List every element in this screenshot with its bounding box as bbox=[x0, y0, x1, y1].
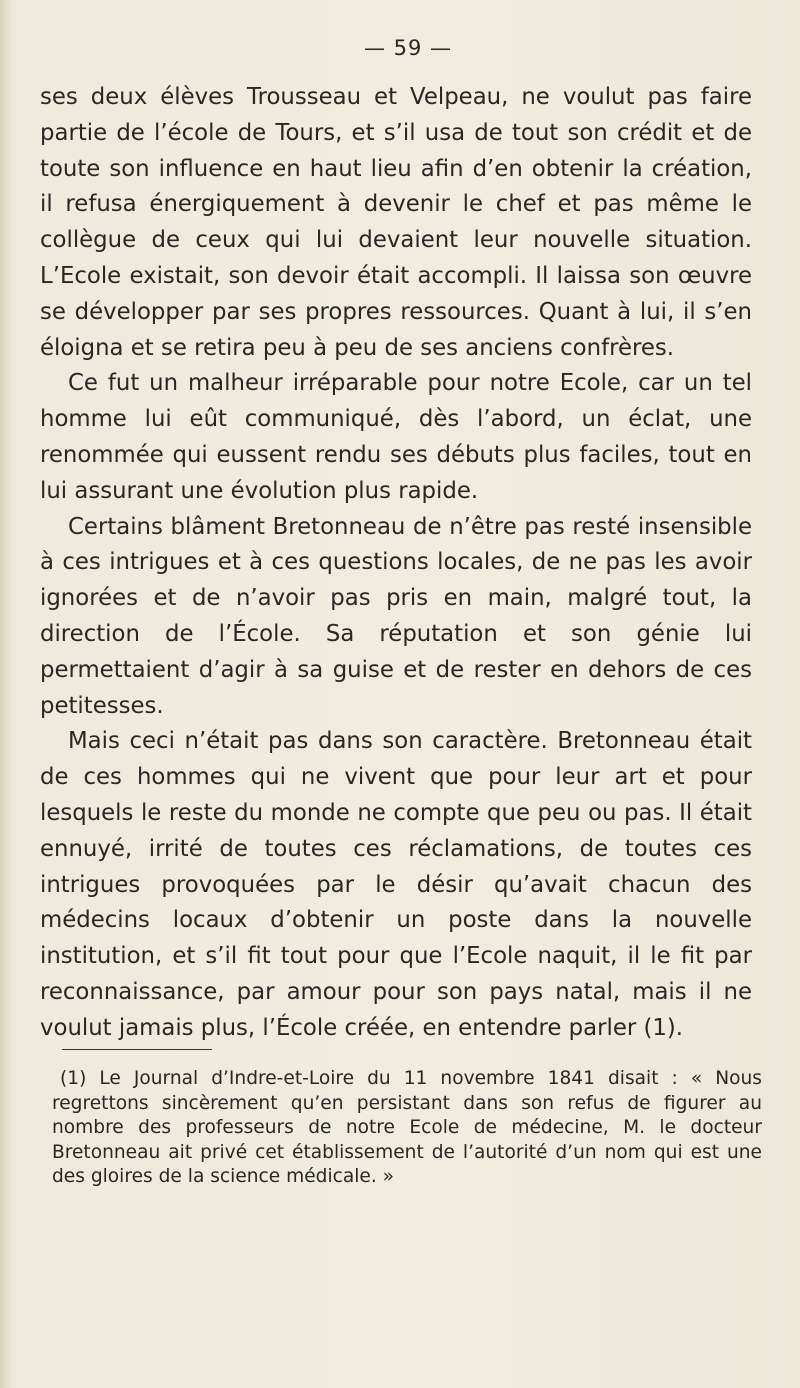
paragraph-3: Certains blâment Bretonneau de n’être pas resté insensible à ces intrigues et à ces questions locales, de ne pas les avoir ignorées et de n’avoir pas pris en main, malgré tout, la direction de l’École. Sa réputation et son génie lui permettaient d’agir à sa guise et de rester en dehors de ces petitesses. bbox=[40, 513, 752, 719]
body-text bbox=[40, 80, 752, 1047]
footnote-text: (1) Le Journal d’Indre-et-Loire du 11 novembre 1841 disait : « Nous regrettons sincèrement qu’en persistant dans son refus de figurer au nombre des professeurs de notre Ecole de médecine, M. le docteur Bretonneau ait privé cet établissement de l’autorité d’un nom qui est une des gloires de la science médicale. » bbox=[52, 1068, 762, 1187]
paragraph-2: Ce fut un malheur irréparable pour notre Ecole, car un tel homme lui eût communiqué, dès l’abord, un éclat, une renommée qui eussent rendu ses débuts plus faciles, tout en lui assurant une évolution plus rapide. bbox=[40, 370, 752, 504]
paragraph-1: ses deux élèves Trousseau et Velpeau, ne voulut pas faire partie de l’école de Tours, et s’il usa de tout son crédit et de toute son influence en haut lieu afin d’en obtenir la création, il refusa énergiquement à devenir le chef et pas même le collègue de ceux qui lui devaient leur nouvelle situation. L’Ecole existait, son devoir était accompli. Il laissa son œuvre se développer par ses propres ressources. Quant à lui, il s’en éloigna et se retira peu à peu de ses anciens confrères. bbox=[40, 84, 752, 361]
paragraph-4: Mais ceci n’était pas dans son caractère. Bretonneau était de ces hommes qui ne vivent que pour leur art et pour lesquels le reste du monde ne compte que peu ou pas. Il était ennuyé, irrité de toutes ces réclamations, de toutes ces intrigues provoquées par le désir qu’avait chacun des médecins locaux d’obtenir un poste dans la nouvelle institution, et s’il fit tout pour que l’Ecole naquit, il le fit par reconnaissance, par amour pour son pays natal, mais il ne voulut jamais plus, l’École créée, en entendre parler (1). bbox=[40, 728, 752, 1041]
binding-shadow bbox=[0, 0, 10, 1388]
page-number: — 59 — bbox=[363, 36, 453, 60]
footnote bbox=[52, 1067, 762, 1190]
footnote-separator bbox=[62, 1049, 212, 1050]
